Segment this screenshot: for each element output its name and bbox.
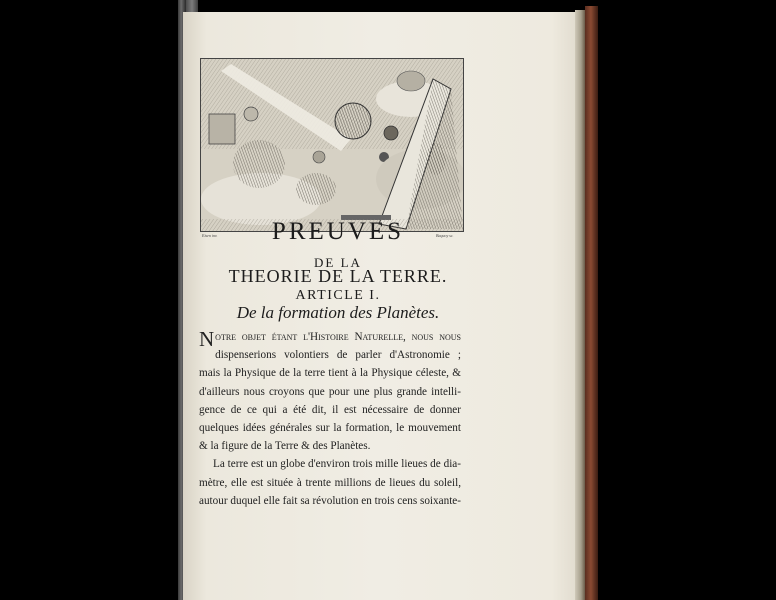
page-stack-edge [575, 10, 585, 600]
leather-cover-edge [585, 6, 598, 600]
text-line: autour duquel elle fait sa révolution en trois cens soixante- [199, 494, 461, 507]
text-line: quelques idées générales sur la formation, le mouvement [199, 421, 461, 434]
engraving-credit-left: Eisen inv. [202, 233, 218, 238]
text-line: d'ailleurs nous croyons que pour une plus grande intelli- [199, 385, 461, 398]
page-title: PREUVES [271, 218, 405, 245]
drop-cap: N [199, 327, 215, 351]
title-connector: DE LA [314, 255, 362, 270]
text-line: gence de ce qui a été dit, il est nécessaire de donner [199, 403, 461, 416]
article-number: ARTICLE I. [295, 288, 381, 303]
section-title: De la formation des Planètes. [236, 303, 440, 322]
text-line: mais la Physique de la terre tient à la Physique céleste, & [199, 367, 461, 380]
text-line: dispenserions volontiers de parler d'Astronomie ; [215, 349, 461, 362]
text-line: & la figure de la Terre & des Planètes. [199, 440, 371, 453]
engraving-credit-right: Baquoy sc. [436, 233, 454, 238]
title-theory: THEORIE DE LA TERRE. [228, 266, 448, 286]
engraving-illustration [200, 58, 464, 232]
text-line: La terre est un globe d'environ trois mille lieues de dia- [213, 458, 461, 471]
text-line: otre objet étant l'Histoire Naturelle, nous nous [215, 331, 461, 343]
text-line: mètre, elle est située à trente millions de lieues du soleil, [199, 476, 461, 489]
body-text [199, 328, 461, 510]
